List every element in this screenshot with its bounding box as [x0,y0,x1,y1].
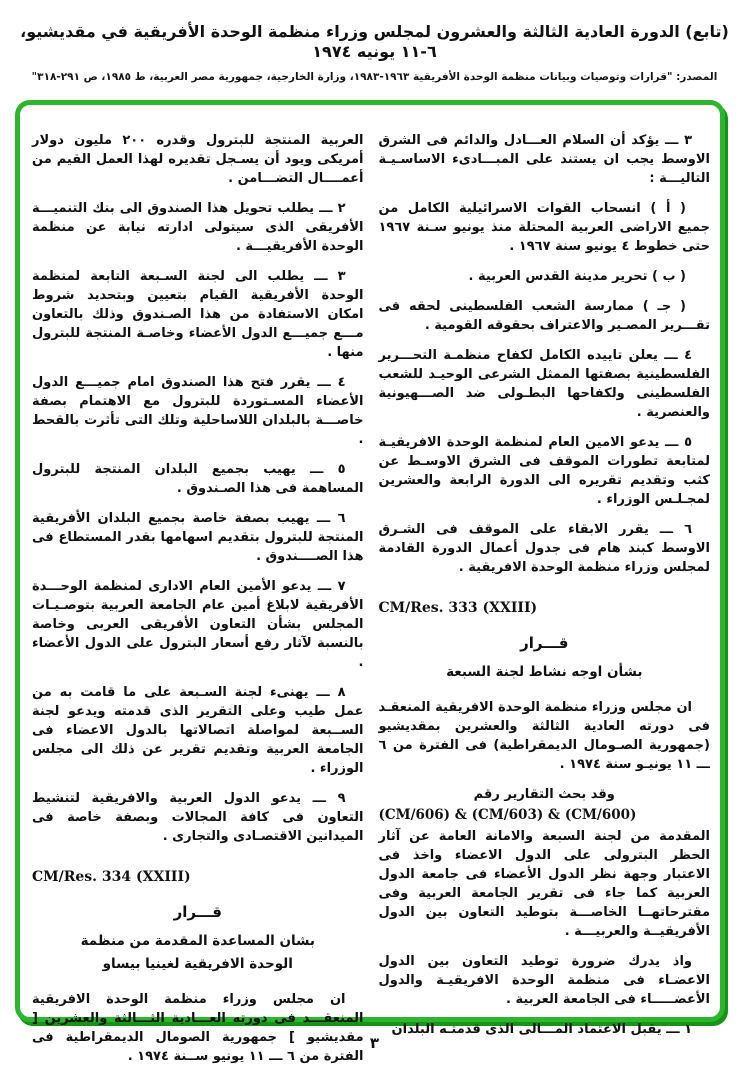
paragraph-resolution-item-6: ٦ ـــ يقرر الابقاء على الموقف فى الشـرق الاوسط كبند هام فى جدول أعمال الدورة القادمة لمجلس وزراء منظمة الوحدة الافريقية . [378,522,710,575]
paragraph-subitem-a: ( أ ) انسحاب القوات الاسرائيلية الكامل من جميع الاراضى العربية المحتلة منذ يونيو سـنة ١٩٦٧ حتى خطوط ٤ يونيو سنة ١٩٦٧ . [378,201,710,254]
paragraph-reports-body: المقدمة من لجنة السبعة والامانة العامة عن آثار الحظر البترولى على الدول الاعضاء واخذ فى الاعتبار وجهة نظر الدول الأعضاء فى جامعة الدول العربية كما جاء فى تقرير الجامعة العربية وفى مقترحاتهــا الخاصـــة بتوطيد التعاون بين الدول الأفريقيــة والعربيـــة . [378,829,710,939]
resolution-heading-qarar-334: قـــرار [173,903,222,921]
content-frame [15,100,725,1064]
paragraph-resolution-item-4: ٤ ـــ يعلن تاييده الكامل لكفاح منظمـة التحـــرير الفلسطينية بصفتها الممثل الشرعى الوحيـد للشعب الفلسطينى ولكفاحها البطـولى ضد الصـــهيونية والعنصرية . [378,348,710,420]
resolution-ref-334: CM/Res. 334 (XXIII) [32,869,191,885]
paragraph-reports-intro: وقد بحث التقارير رقم [473,787,615,802]
paragraph-subitem-c: ( جـ ) ممارسة الشعب الفلسطينى لحقه فى تقـــرير المصـير والاعتراف بحقوقه القومية . [378,299,710,333]
paragraph-operative-item-1: ١ ـــ يقبل الاعتماد المـــالى الذى قدمتـه البلدان [391,1022,692,1037]
resolution-ref-333: CM/Res. 333 (XXIII) [378,600,538,616]
paragraph-operative-item-6: ٦ ـــ يهيب بصفة خاصة بجميع البلدان الأفريقية المنتجة للبترول بتقديم اسهامها بقدر المستطاع فى هذا الصــــندوق . [32,511,364,564]
header-source-line: المصدر: "قرارات وتوصيات وبيانات منظمة الوحدة الأفريقية ١٩٦٣-١٩٨٣، وزارة الخارجية، جمهورية مصر العربية، ط ١٩٨٥، ص ٢٩١-٣١٨" [31,71,718,83]
columns-container [20,105,720,1064]
paragraph-awareness: واذ يدرك ضرورة توطيد التعاون بين الدول الاعضـاء فى منظمة الوحدة الافريقيـة والدول الأعضـــــاء فى الجامعة العربية . [378,954,710,1007]
paragraph-item-1-continuation: العربية المنتجة للبترول وقدره ٢٠٠ مليون دولار أمريكى ويود أن يسـجل تقديره لهذا العمل القيم من أعمــــال التضـــامن . [32,133,364,186]
resolution-subject-333: بشأن اوجه نشاط لجنة السبعة [446,664,643,680]
paragraph-preamble-334: ان مجلس وزراء منظمة الوحدة الافريقية المنعقـــد فى دورته العـــادية الثـــالثة والعشرين [ مقديشيو ] جمهورية الصومال الديمقراطية فى الفترة من ٦ ـــ ١١ يونيو ســنة ١٩٧٤ . [32,992,364,1064]
paragraph-operative-item-8: ٨ ـــ يهنىء لجنة السـبعة على ما قامت به من عمل طيب وعلى التقرير الذى قدمته ويدعو لجنة الســبعة لمواصلة اتصالاتها بالدول الاعضاء فى الجامعة العربية وتقديم تقرير عن ذلك الى مجلس الوزراء . [32,685,364,776]
paragraph-subitem-b: ( ب ) تحرير مدينة القدس العربية . [468,269,686,284]
resolution-heading-qarar-333: قـــرار [520,634,569,652]
paragraph-resolution-item-3: ٣ ـــ يؤكد أن السلام العـــادل والدائم فى الشرق الاوسط يجب ان يستند على المبـــادىء الاساسـيـة التاليـــة : [378,133,710,186]
column-right [378,131,711,1037]
header-session-title: (تابع) الدورة العادية الثالثة والعشرون لمجلس وزراء منظمة الوحدة الأفريقية في مقديشيو، ٦-١١ يونيه ١٩٧٤ [20,22,729,61]
paragraph-operative-item-3: ٣ ـــ يطلب الى لجنة السـبعة التابعة لمنظمة الوحدة الأفريقية القيام بتعيين وبتحديد شروط امكان الاستفادة من هذا الصـندوق وذلك بالتعاون مـــع جميـــع الدول الأعضاء وخاصـة المنتجة للبترول منها . [32,269,364,360]
page-number: ٣ [369,1034,380,1052]
document-header [12,22,737,83]
paragraph-operative-item-7: ٧ ـــ يدعو الأمين العام الادارى لمنظمة الوحـــدة الأفريقية لابلاغ أمين عام الجامعة العربية بتوصـيـات المجلس بشأن التعاون الأفريقى العربى وخاصة بالنسبة لآثار رفع أسعار البترول على الدول الأعضاء . [32,579,364,670]
paragraph-operative-item-5: ٥ ـــ يهيب بجميع البلدان المنتجة للبترول المساهمة فى هذا الصـندوق . [32,462,364,496]
paragraph-operative-item-2: ٢ ـــ يطلب تحويل هذا الصندوق الى بنك التنميـــة الأفريقى الذى سيتولى ادارته نيابة عن منظمة الوحدة الأفريقيـــة . [32,201,364,254]
column-left [32,131,364,1064]
paragraph-operative-item-9: ٩ ـــ يدعو الدول العربية والافريقية لتنشيط التعاون فى كافة المجالات وبصفة خاصة فى الميدانين الاقتصـادى والتجارى . [32,791,364,844]
paragraph-preamble-333: ان مجلس وزراء منظمة الوحدة الافريقية المنعقـد فى دورته العادية الثالثة والعشرين بمقديشيو (جمهورية الصـومال الديمقراطية) فى الفترة من ٦ ـــ ١١ يونيـو سنة ١٩٧٤ . [378,700,710,772]
resolution-subject-334-line2: الوحدة الافريقية لغينيا بيساو [102,956,293,972]
paragraph-resolution-item-5: ٥ ـــ يدعو الامين العام لمنظمة الوحدة الافريقيـة لمتابعة تطورات الموقف فى الشرق الاوسـط عن كثب وتقديم تقريره الى الدورة الرابعة والعشرين لمجـلـس الوزراء . [378,435,710,507]
reports-reference-codes: (CM/606) & (CM/603) & (CM/600) [378,807,637,823]
paragraph-operative-item-4: ٤ ـــ يقرر فتح هذا الصندوق امام جميـــع الدول الأعضاء المسـتوردة للبترول مع الاهتمام بصفة خاصـــة بالبلدان اللاساحلية وتلك التى تأثرت بالقحط . [32,375,364,447]
resolution-subject-334-line1: بشان المساعدة المقدمة من منظمة [80,933,315,949]
